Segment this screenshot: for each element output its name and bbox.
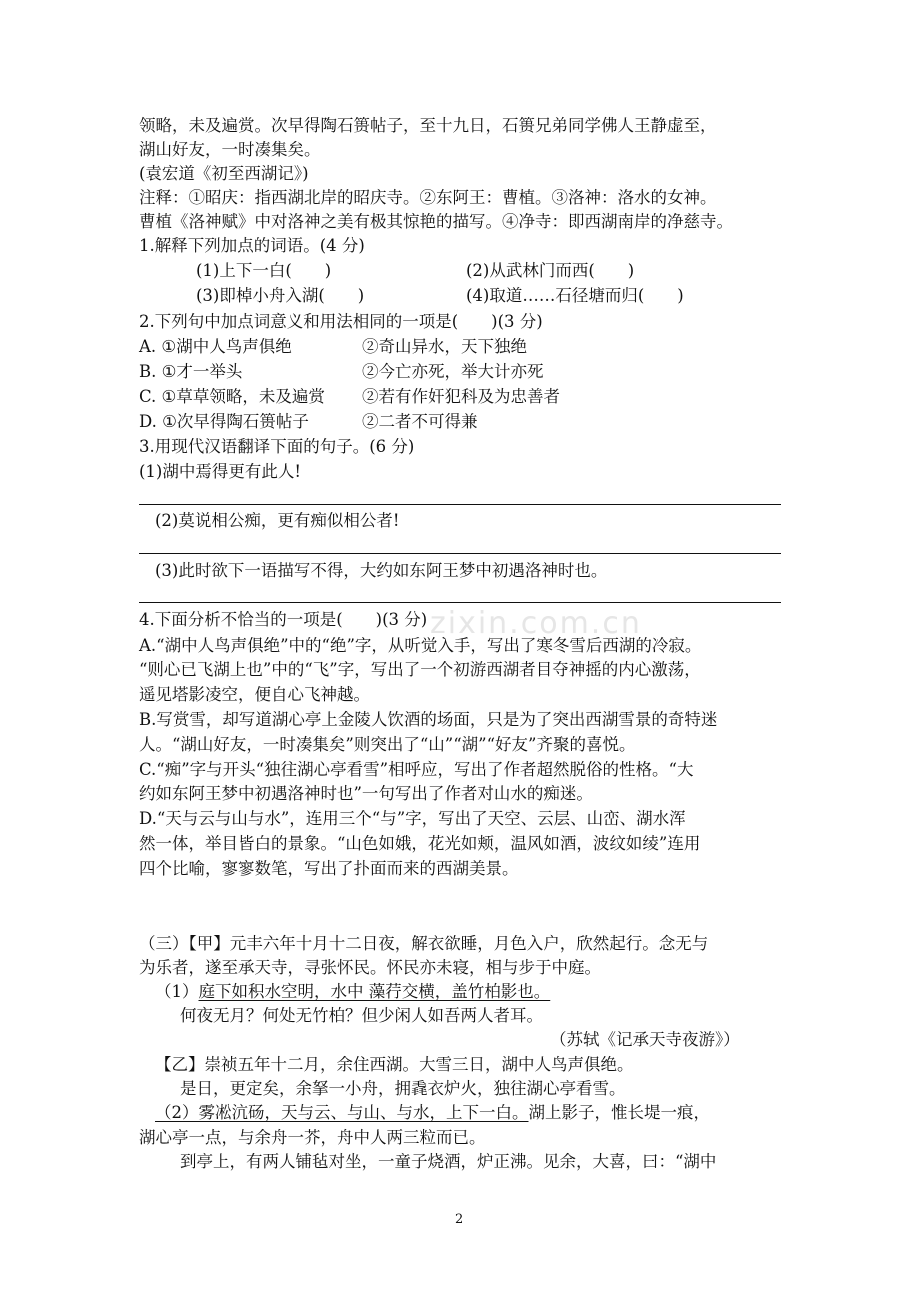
passage-line: 领略，未及遍赏。次早得陶石篑帖子，至十九日，石篑兄弟同学佛人王静虚至，: [139, 116, 717, 135]
q2-option-b: B. ①才一举头: [139, 362, 243, 381]
sentence-number: （1）: [155, 982, 199, 1001]
answer-line: [139, 504, 781, 505]
section-3-yi-line: 是日，更定矣，余拏一小舟，拥毳衣炉火，独往湖心亭看雪。: [180, 1079, 626, 1098]
section-3-jia-line: 何夜无月？何处无竹柏？但少闲人如吾两人者耳。: [180, 1006, 543, 1025]
answer-line: [139, 602, 781, 603]
underlined-sentence: （2）雾凇沆砀，天与云、与山、与水，上下一白。: [155, 1103, 529, 1122]
watermark: zixin.com.cn: [430, 606, 642, 641]
q4-analysis-line: 然一体，举目皆白的景象。“山色如娥，花光如颊，温风如酒，波纹如绫”连用: [139, 834, 701, 853]
passage-text: 湖上影子，惟长堤一痕，: [528, 1103, 710, 1122]
q4-analysis-line: 约如东阿王梦中初遇洛神时也”一句写出了作者对山水的痴迷。: [139, 784, 593, 803]
passage-line: 湖山好友，一时凑集矣。: [139, 140, 321, 159]
q3-sentence: (3)此时欲下一语描写不得，大约如东阿王梦中初遇洛神时也。: [155, 561, 608, 580]
jia-sentence-1: [155, 980, 550, 1004]
q2-option-d: D. ①次早得陶石篑帖子: [139, 412, 309, 431]
q2-option-c-pair: ②若有作奸犯科及为忠善者: [362, 387, 560, 406]
q4-analysis-line: “则心已飞湖上也”中的“飞”字，写出了一个初游西湖者目夺神摇的内心激荡，: [139, 660, 701, 679]
section-3-yi-line: 湖心亭一点，与余舟一芥，舟中人两三粒而已。: [139, 1128, 486, 1147]
q4-analysis-line: 四个比喻，寥寥数笔，写出了扑面而来的西湖美景。: [139, 859, 519, 878]
section-3-jia-line: （三）【甲】元丰六年十月十二日夜，解衣欲睡，月色入户，欣然起行。念无与: [139, 934, 709, 953]
section-3-yi-line: 到亭上，有两人铺毡对坐，一童子烧酒，炉正沸。见余，大喜，曰：“湖中: [180, 1152, 717, 1171]
page-number: 2: [455, 1212, 464, 1227]
source-citation: （苏轼《记承天寺夜游》）: [550, 1030, 740, 1049]
q1-item: (4)取道……石径塘而归( ): [466, 286, 684, 305]
q4-analysis-line: 遥见塔影凌空，便自心飞神越。: [139, 685, 370, 704]
source-citation: (袁宏道《初至西湖记》): [139, 164, 309, 183]
annotation-line: 曹植《洛神赋》中对洛神之美有极其惊艳的描写。④净寺：即西湖南岸的净慈寺。: [139, 212, 733, 231]
yi-sentence-2: [155, 1101, 710, 1125]
question-3-title: 3.用现代汉语翻译下面的句子。(6 分): [139, 437, 415, 456]
question-1-title: 1.解释下列加点的词语。(4 分): [139, 236, 365, 255]
section-3-jia-line: 为乐者，遂至承天寺，寻张怀民。怀民亦未寝，相与步于中庭。: [139, 958, 601, 977]
q2-option-a: A. ①湖中人鸟声俱绝: [139, 337, 292, 356]
question-4-title: 4.下面分析不恰当的一项是( )(3 分): [139, 610, 428, 629]
q2-option-a-pair: ②奇山异水，天下独绝: [362, 337, 527, 356]
q1-item: (1)上下一白( ): [196, 261, 332, 280]
q4-analysis-line: A.“湖中人鸟声俱绝”中的“绝”字，从听觉入手，写出了寒冬雪后西湖的冷寂。: [139, 636, 702, 655]
section-3-yi-line: 【乙】崇祯五年十二月，余住西湖。大雪三日，湖中人鸟声俱绝。: [155, 1055, 634, 1074]
q1-item: (2)从武林门而西( ): [466, 261, 635, 280]
q1-item: (3)即棹小舟入湖( ): [196, 286, 365, 305]
q4-analysis-line: C.“痴”字与开头“独往湖心亭看雪”相呼应，写出了作者超然脱俗的性格。“大: [139, 760, 694, 779]
q4-analysis-line: 人。“湖山好友，一时凑集矣”则突出了“山”“湖”“好友”齐聚的喜悦。: [139, 735, 636, 754]
q3-sentence: (2)莫说相公痴，更有痴似相公者!: [155, 511, 400, 530]
answer-line: [139, 553, 781, 554]
q2-option-d-pair: ②二者不可得兼: [362, 412, 478, 431]
q2-option-b-pair: ②今亡亦死，举大计亦死: [362, 362, 544, 381]
question-2-title: 2.下列句中加点词意义和用法相同的一项是( )(3 分): [139, 312, 543, 331]
q2-option-c: C. ①草草领略，未及遍赏: [139, 387, 325, 406]
underlined-sentence: 庭下如积水空明，水中 藻荇交横，盖竹柏影也。: [198, 982, 551, 1001]
q4-analysis-line: D.“天与云与山与水”，连用三个“与”字，写出了天空、云层、山峦、湖水浑: [139, 809, 686, 828]
q4-analysis-line: B.写赏雪，却写道湖心亭上金陵人饮酒的场面，只是为了突出西湖雪景的奇特迷: [139, 710, 718, 729]
annotation-line: 注释：①昭庆：指西湖北岸的昭庆寺。②东阿王：曹植。③洛神：洛水的女神。: [139, 188, 717, 207]
q3-sentence: (1)湖中焉得更有此人!: [139, 462, 302, 481]
